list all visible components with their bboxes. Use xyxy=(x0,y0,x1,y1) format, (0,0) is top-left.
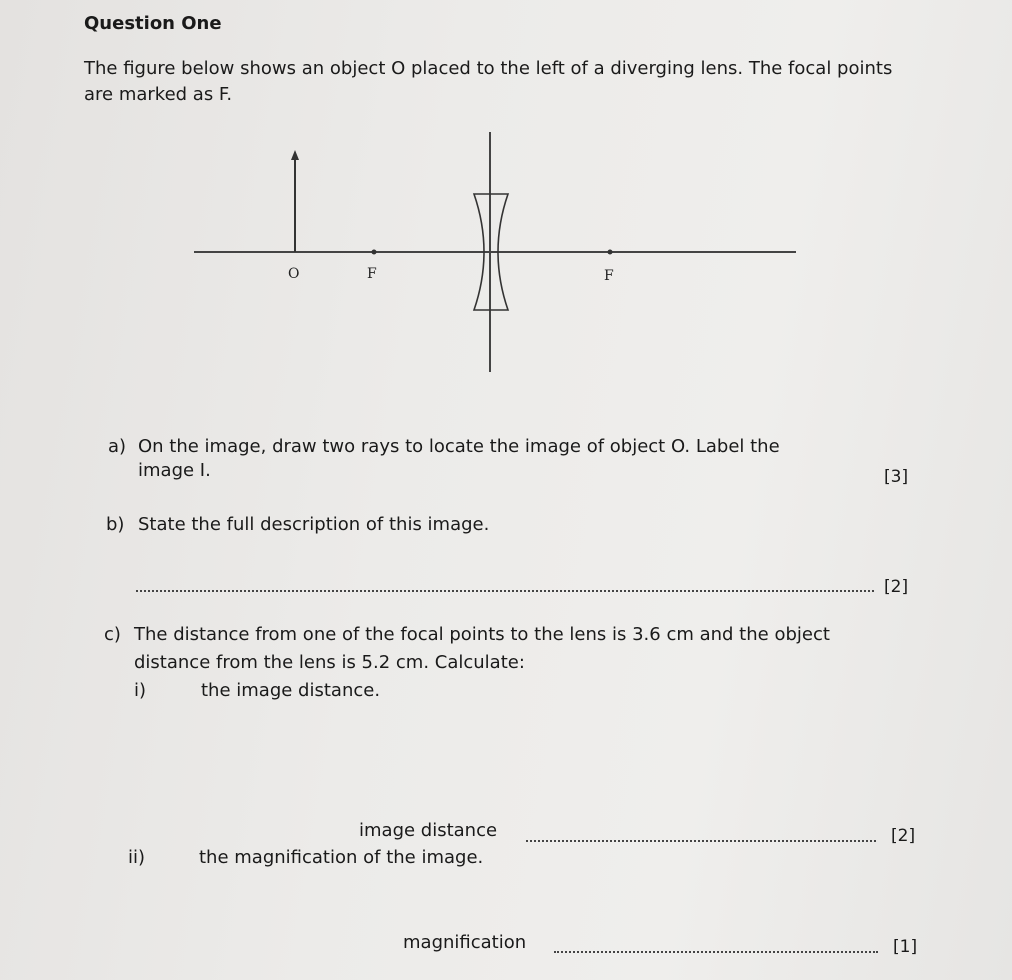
question-intro: The figure below shows an object O placed to the left of a diverging lens. The focal points are marked as F. xyxy=(84,58,893,105)
part-a-marks: [3] xyxy=(884,467,909,487)
part-b-marks: [2] xyxy=(884,577,909,597)
part-c-ii-text: the magnification of the image. xyxy=(199,847,484,868)
part-c-i-text: the image distance. xyxy=(201,680,381,701)
focal-label-left: F xyxy=(367,266,377,282)
diverging-lens-diagram xyxy=(190,128,800,378)
part-c-label: c) xyxy=(104,624,121,645)
part-b-label: b) xyxy=(106,514,125,535)
part-a-label: a) xyxy=(108,436,127,457)
part-a-line1: On the image, draw two rays to locate the image of object O. Label the xyxy=(138,436,780,457)
focal-label-right: F xyxy=(604,268,614,284)
focal-point-right xyxy=(608,250,613,255)
question-title: Question One xyxy=(84,13,222,34)
part-c-line2: distance from the lens is 5.2 cm. Calculate: xyxy=(134,652,525,673)
part-b-answer-line[interactable] xyxy=(136,590,874,592)
part-c-i-marks: [2] xyxy=(891,826,916,846)
object-label: O xyxy=(288,266,300,282)
part-b-text: State the full description of this image. xyxy=(138,514,490,535)
object-arrow-head xyxy=(291,150,299,160)
part-a-line2: image I. xyxy=(138,460,211,481)
part-c-ii-marks: [1] xyxy=(893,937,918,957)
image-distance-answer-label: image distance xyxy=(359,820,498,841)
magnification-answer-label: magnification xyxy=(403,932,527,953)
part-c-line1: The distance from one of the focal points to the lens is 3.6 cm and the object xyxy=(134,624,830,645)
part-c-ii-label: ii) xyxy=(128,847,146,868)
image-distance-answer-line[interactable] xyxy=(526,840,876,842)
part-c-i-label: i) xyxy=(134,680,147,701)
focal-point-left xyxy=(372,250,377,255)
magnification-answer-line[interactable] xyxy=(554,951,878,953)
